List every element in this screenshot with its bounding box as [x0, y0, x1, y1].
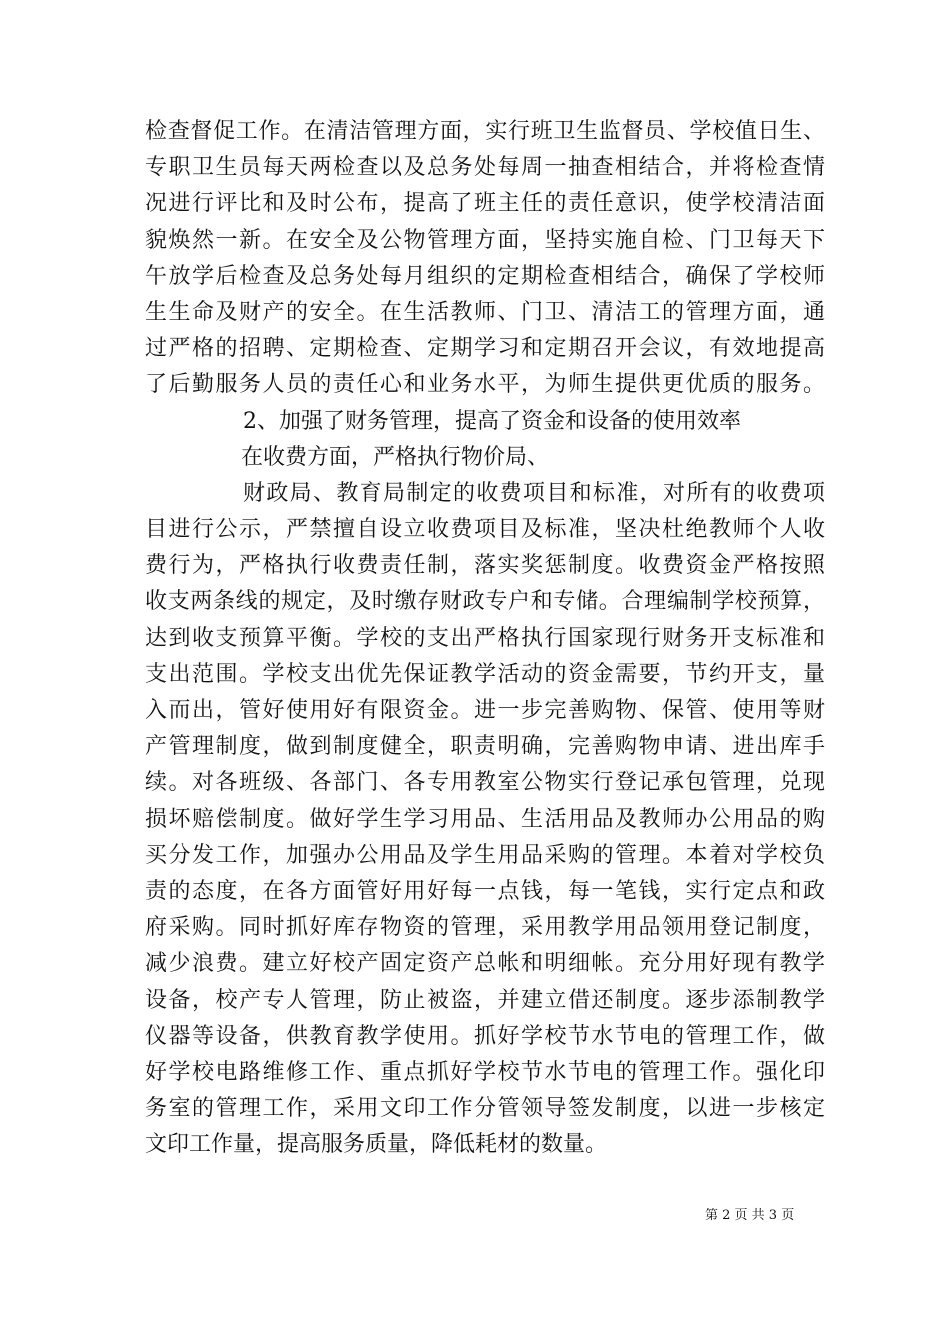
paragraph-line: 专职卫生员每天两检查以及总务处每周一抽查相结合，并将检查情 — [145, 155, 825, 181]
page-number-footer: 第 2 页 共 3 页 — [705, 1208, 795, 1223]
paragraph-line: 减少浪费。建立好校产固定资产总帐和明细帐。充分用好现有教学 — [145, 951, 825, 977]
paragraph-line: 仪器等设备，供教育教学使用。抓好学校节水节电的管理工作，做 — [145, 1023, 825, 1049]
paragraph-line: 检查督促工作。在清洁管理方面，实行班卫生监督员、学校值日生、 — [145, 119, 825, 144]
paragraph-line: 续。对各班级、各部门、各专用教室公物实行登记承包管理，兑现 — [145, 770, 825, 796]
paragraph-line: 设备，校产专人管理，防止被盗，并建立借还制度。逐步添制教学 — [145, 987, 825, 1013]
paragraph-line: 责的态度，在各方面管好用好每一点钱，每一笔钱，实行定点和政 — [145, 878, 825, 904]
paragraph-line: 过严格的招聘、定期检查、定期学习和定期召开会议，有效地提高 — [145, 336, 825, 362]
paragraph-intro: 在收费方面，严格执行物价局、 — [241, 444, 550, 470]
paragraph-line: 入而出，管好使用好有限资金。进一步完善购物、保管、使用等财 — [145, 698, 825, 723]
paragraph-line: 达到收支预算平衡。学校的支出严格执行国家现行财务开支标准和 — [145, 625, 825, 651]
paragraph-line: 府采购。同时抓好库存物资的管理，采用教学用品领用登记制度， — [145, 915, 825, 941]
document-body — [145, 114, 825, 1163]
paragraph-line: 午放学后检查及总务处每月组织的定期检查相结合，确保了学校师 — [145, 263, 825, 289]
paragraph-line: 貌焕然一新。在安全及公物管理方面，坚持实施自检、门卫每天下 — [145, 227, 825, 253]
paragraph-line: 损坏赔偿制度。做好学生学习用品、生活用品及教师办公用品的购 — [145, 806, 825, 832]
section-heading: 2、加强了财务管理，提高了资金和设备的使用效率 — [243, 408, 741, 434]
paragraph-line: 买分发工作，加强办公用品及学生用品采购的管理。本着对学校负 — [145, 842, 825, 868]
paragraph-line: 收支两条线的规定，及时缴存财政专户和专储。合理编制学校预算， — [145, 589, 825, 615]
paragraph-line: 了后勤服务人员的责任心和业务水平，为师生提供更优质的服务。 — [145, 372, 825, 398]
paragraph-line: 财政局、教育局制定的收费项目和标准，对所有的收费项 — [243, 480, 825, 506]
paragraph-line: 务室的管理工作，采用文印工作分管领导签发制度，以进一步核定 — [145, 1096, 825, 1122]
paragraph-line: 费行为，严格执行收费责任制，落实奖惩制度。收费资金严格按照 — [145, 553, 825, 579]
paragraph-line: 文印工作量，提高服务质量，降低耗材的数量。 — [145, 1132, 608, 1158]
paragraph-line: 好学校电路维修工作、重点抓好学校节水节电的管理工作。强化印 — [145, 1059, 825, 1085]
paragraph-line: 目进行公示，严禁擅自设立收费项目及标准，坚决杜绝教师个人收 — [145, 517, 825, 543]
paragraph-line: 生生命及财产的安全。在生活教师、门卫、清洁工的管理方面，通 — [145, 299, 825, 325]
paragraph-line: 况进行评比和及时公布，提高了班主任的责任意识，使学校清洁面 — [145, 191, 825, 217]
paragraph-line: 支出范围。学校支出优先保证教学活动的资金需要，节约开支，量 — [145, 661, 825, 687]
paragraph-line: 产管理制度，做到制度健全，职责明确，完善购物申请、进出库手 — [145, 734, 825, 760]
